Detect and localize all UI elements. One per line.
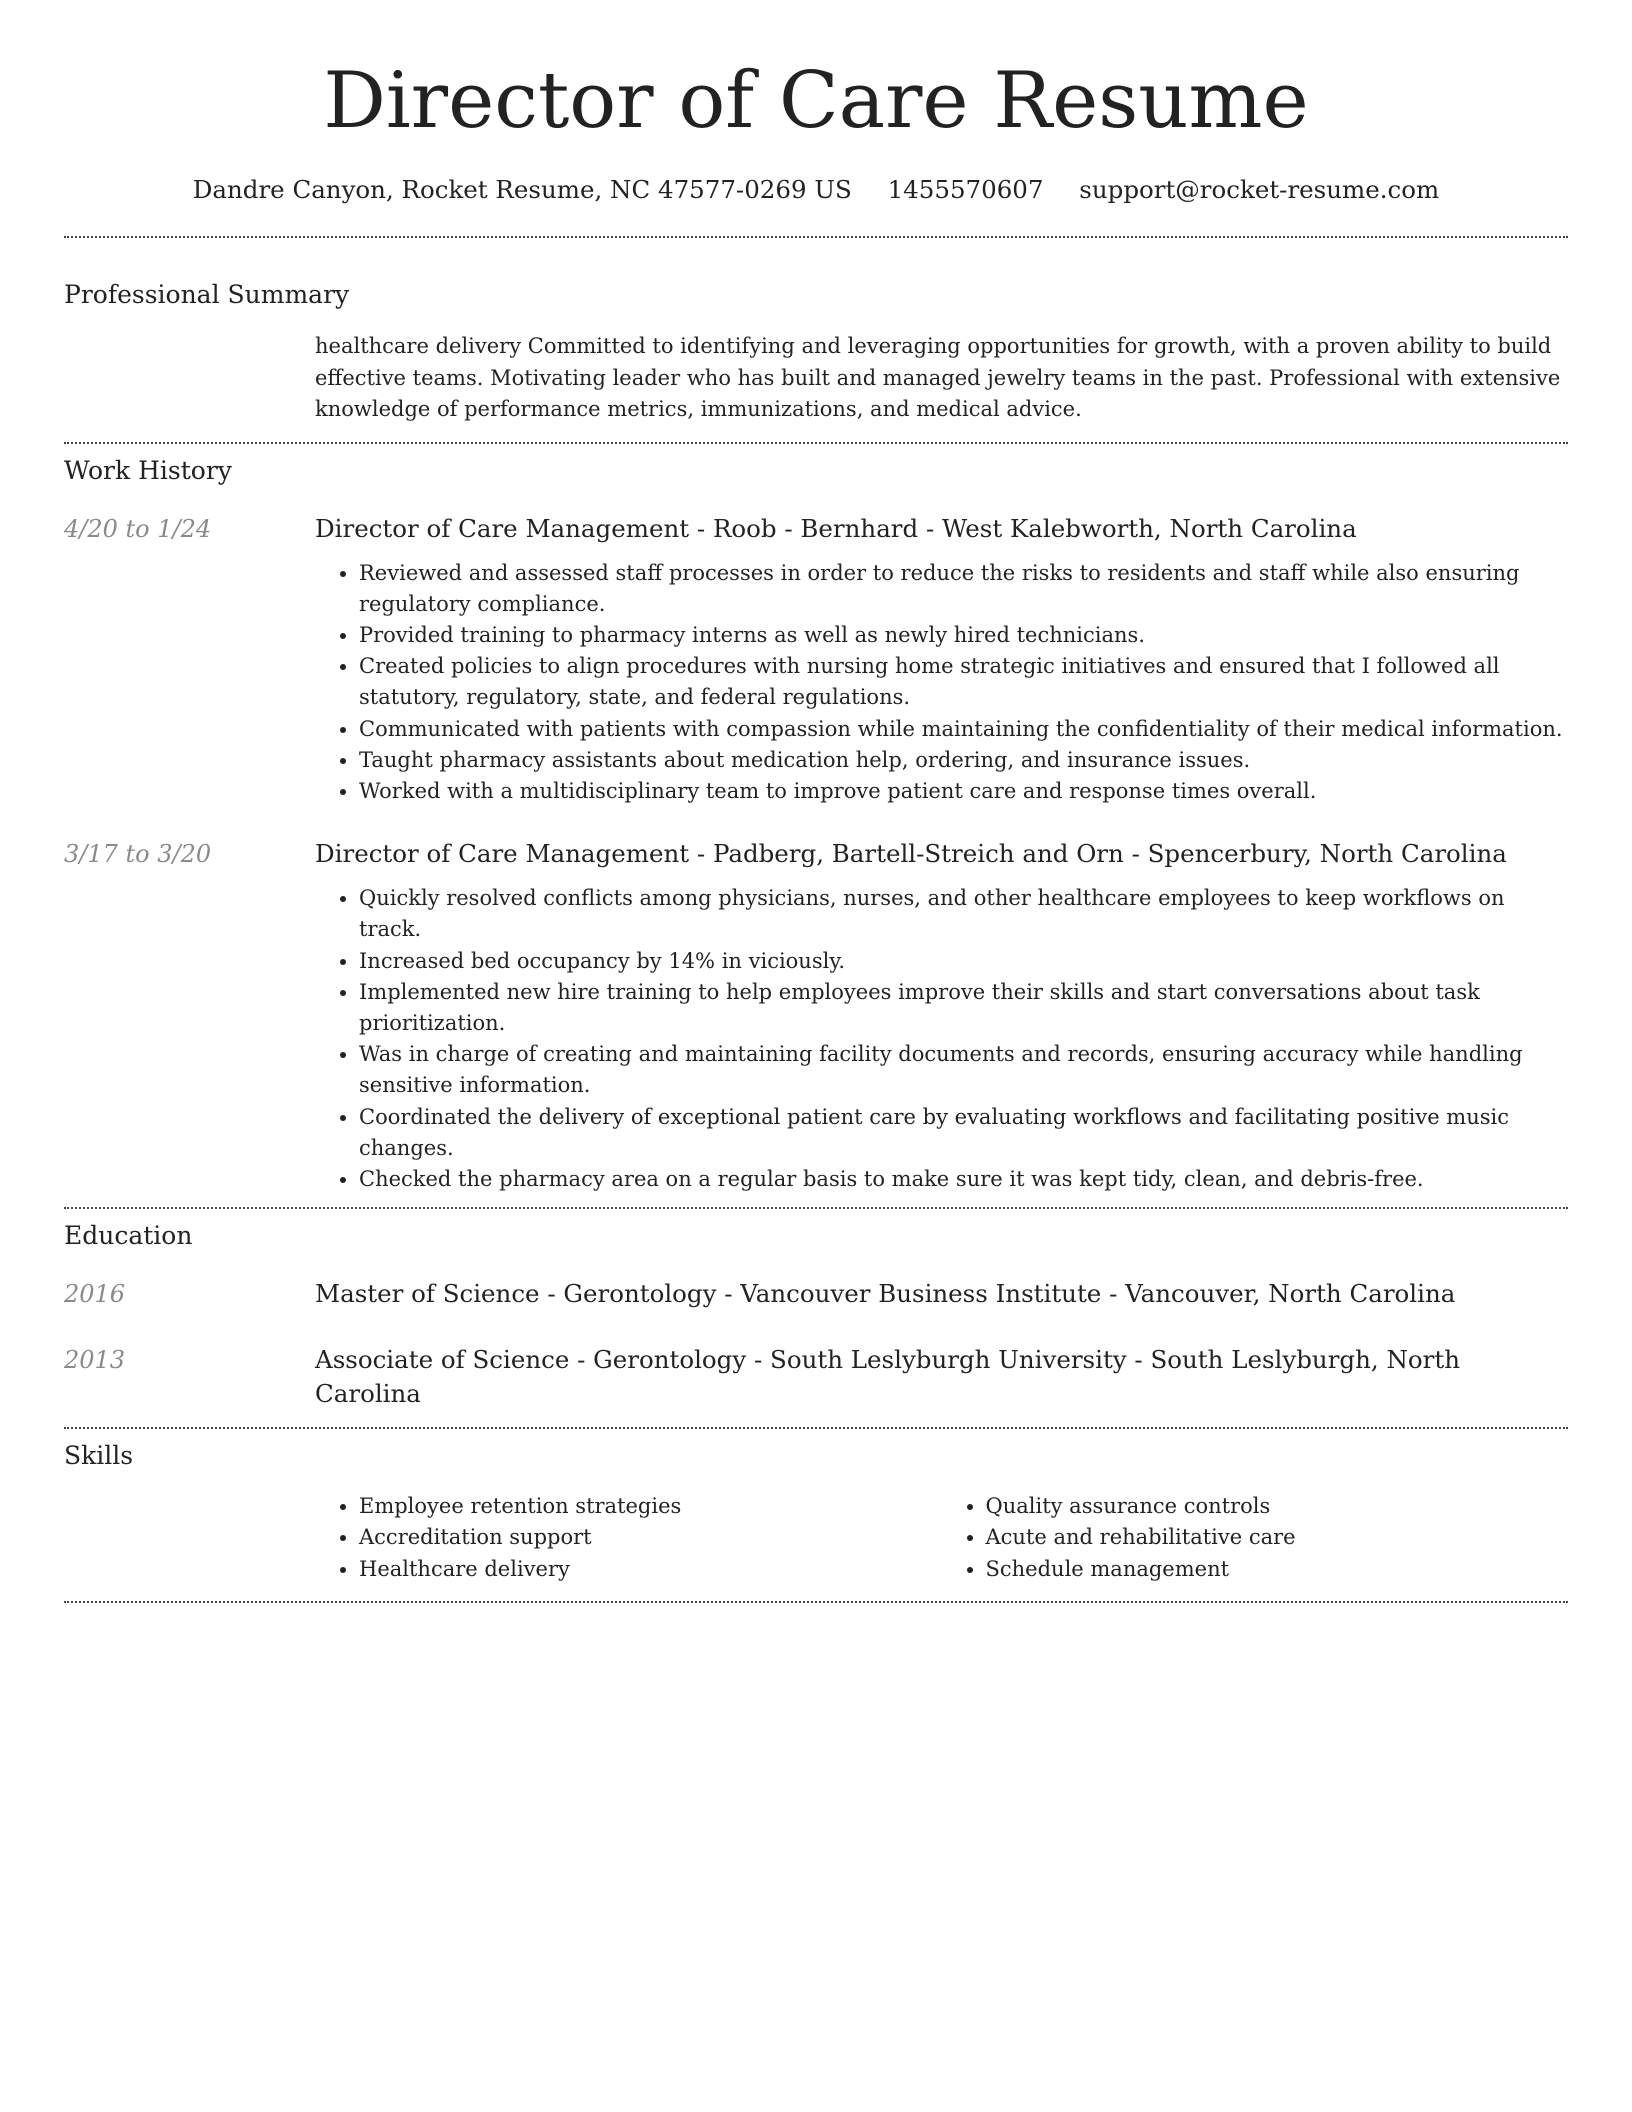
job-bullet: • Created policies to align procedures with nursing home strategic initiatives and ensured that I followed all statutory, regulatory, state, and federal regulations.	[359, 651, 1568, 713]
page-title: Director of Care Resume	[323, 56, 1309, 146]
skills-section	[64, 1439, 1568, 1601]
job-dates: 4/20 to 1/24	[64, 514, 212, 543]
divider	[64, 236, 1568, 238]
divider	[64, 1601, 1568, 1603]
divider	[64, 1207, 1568, 1209]
job-bullet: • Provided training to pharmacy interns as well as newly hired technicians.	[359, 620, 1568, 651]
job-bullet: • Worked with a multidisciplinary team to improve patient care and response times overall.	[359, 776, 1568, 807]
education-section	[64, 1219, 1568, 1427]
job-role: Director of Care Management	[315, 839, 690, 869]
job-bullet: • Coordinated the delivery of exceptional patient care by evaluating workflows and facilitating positive music changes.	[359, 1102, 1568, 1164]
education-entry	[64, 1277, 1568, 1311]
skills-list-left	[315, 1491, 942, 1585]
education-details: - South Leslyburgh University - South Leslyburgh, North Carolina	[315, 1345, 1460, 1409]
divider	[64, 1427, 1568, 1429]
summary-heading: Professional Summary	[64, 280, 350, 309]
skill-item: • Employee retention strategies	[359, 1491, 942, 1522]
education-year: 2016	[64, 1280, 126, 1309]
job-title	[315, 837, 1568, 871]
summary-text: healthcare delivery Committed to identifying and leveraging opportunities for growth, with a proven ability to build effective teams. Motivating leader who has built and managed jewelry teams in the past. Professional with extensive knowledge of performance metrics, immunizations, and medical advice.	[315, 334, 1561, 421]
divider	[64, 442, 1568, 444]
education-title	[315, 1343, 1568, 1411]
job-bullet: • Increased bed occupancy by 14% in viciously.	[359, 946, 1568, 977]
education-degree: Master of Science - Gerontology	[315, 1279, 717, 1309]
skill-item: • Acute and rehabilitative care	[986, 1522, 1569, 1553]
skills-columns	[315, 1473, 1568, 1601]
education-degree: Associate of Science - Gerontology	[315, 1345, 747, 1375]
contact-email: support@rocket-resume.com	[1079, 175, 1440, 204]
job-bullet: • Was in charge of creating and maintaining facility documents and records, ensuring accuracy while handling sensitive information.	[359, 1039, 1568, 1101]
job-entry	[64, 512, 1568, 808]
job-bullet: • Communicated with patients with compassion while maintaining the confidentiality of their medical information.	[359, 714, 1568, 745]
work-history-heading: Work History	[64, 455, 232, 485]
education-title	[315, 1277, 1568, 1311]
job-dates: 3/17 to 3/20	[64, 840, 212, 869]
job-bullet: • Reviewed and assessed staff processes in order to reduce the risks to residents and staff while also ensuring regulatory compliance.	[359, 558, 1568, 620]
job-bullet: • Taught pharmacy assistants about medication help, ordering, and insurance issues.	[359, 745, 1568, 776]
education-year: 2013	[64, 1346, 126, 1375]
job-details: - Roob - Bernhard - West Kalebworth, North Carolina	[689, 513, 1357, 543]
job-body	[315, 512, 1568, 808]
job-bullet: • Implemented new hire training to help employees improve their skills and start conversations about task prioritization.	[359, 977, 1568, 1039]
education-entry	[64, 1343, 1568, 1411]
work-history-section	[64, 454, 1568, 1208]
job-title	[315, 512, 1568, 546]
skill-item: • Quality assurance controls	[986, 1491, 1569, 1522]
contact-line	[64, 172, 1568, 208]
skills-heading: Skills	[64, 1441, 134, 1471]
summary-section	[64, 278, 1568, 442]
contact-address: Dandre Canyon, Rocket Resume, NC 47577-0269 US	[192, 175, 852, 204]
job-role: Director of Care Management	[315, 513, 690, 543]
education-details: - Vancouver Business Institute - Vancouver, North Carolina	[716, 1279, 1456, 1309]
job-bullet: • Quickly resolved conflicts among physicians, nurses, and other healthcare employees to keep workflows on track.	[359, 883, 1568, 945]
job-details: - Padberg, Bartell-Streich and Orn - Spencerbury, North Carolina	[689, 839, 1507, 869]
skills-list-right	[942, 1491, 1569, 1585]
contact-phone: 1455570607	[887, 175, 1044, 204]
job-body	[315, 837, 1568, 1195]
job-bullet: • Checked the pharmacy area on a regular basis to make sure it was kept tidy, clean, and debris-free.	[359, 1164, 1568, 1195]
job-entry	[64, 837, 1568, 1195]
skill-item: • Healthcare delivery	[359, 1554, 942, 1585]
skill-item: • Accreditation support	[359, 1522, 942, 1553]
skill-item: • Schedule management	[986, 1554, 1569, 1585]
job-bullets	[315, 883, 1568, 1195]
education-heading: Education	[64, 1221, 193, 1251]
job-bullets	[315, 558, 1568, 808]
